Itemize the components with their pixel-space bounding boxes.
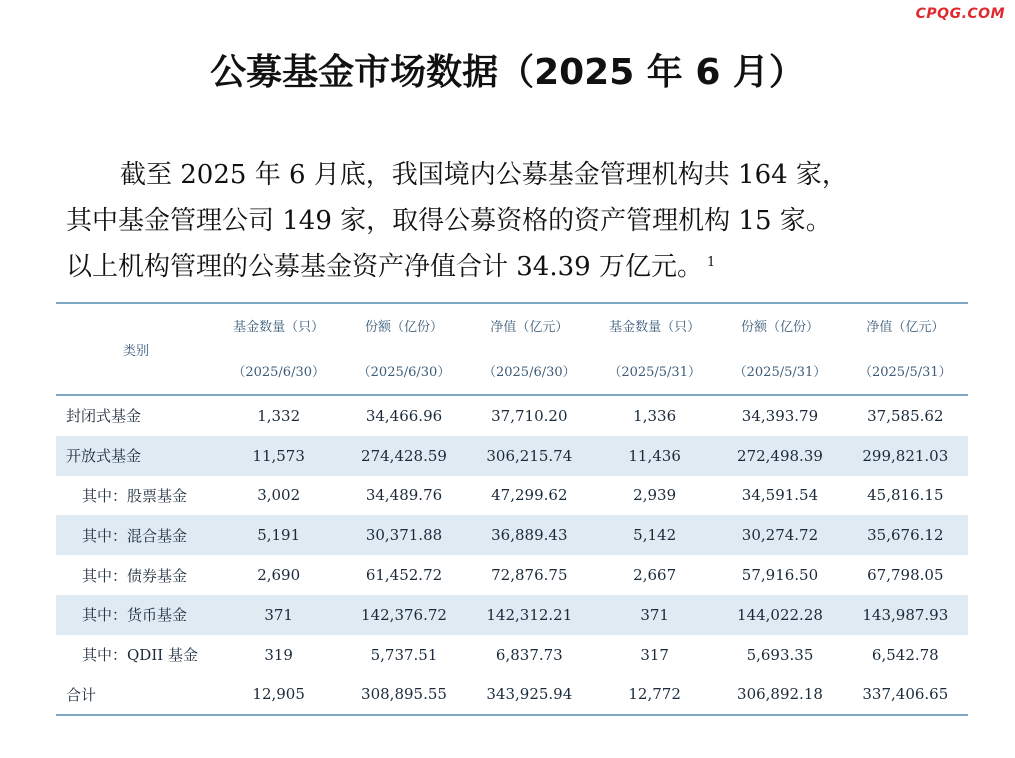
header-date-2: （2025/6/30） — [482, 364, 576, 380]
header-category: 类别 — [122, 343, 149, 359]
header-date-0: （2025/6/30） — [232, 364, 325, 380]
table-cell: 61,452.72 — [365, 566, 443, 585]
site-watermark: CPQG.COM — [915, 6, 1005, 22]
table-cell: 317 — [640, 645, 669, 664]
table-cell: 6,837.73 — [495, 645, 563, 664]
table-row — [56, 595, 968, 635]
table-cell: 319 — [264, 645, 293, 664]
table-cell: 11,573 — [216, 436, 341, 476]
table-cell: 306,892.18 — [737, 685, 823, 704]
table-cell: 72,876.75 — [491, 566, 568, 585]
table-cell: 308,895.55 — [361, 685, 447, 704]
table-row — [56, 436, 968, 476]
row-category: 合计 — [66, 685, 97, 704]
table-cell: 371 — [592, 595, 717, 635]
summary-line-2: 其中基金管理公司 149 家，取得公募资格的资产管理机构 15 家。 — [66, 206, 832, 236]
table-header — [56, 303, 968, 395]
table-cell: 142,312.21 — [467, 595, 592, 635]
table-cell: 6,542.78 — [871, 645, 939, 664]
table-cell: 57,916.50 — [741, 566, 819, 585]
table-cell: 142,376.72 — [341, 595, 466, 635]
summary-line-3 — [66, 244, 966, 290]
footnote-marker: 1 — [706, 255, 716, 270]
row-category: 其中：混合基金 — [56, 515, 216, 555]
table-cell: 1,332 — [257, 406, 301, 425]
row-category: 封闭式基金 — [66, 407, 142, 426]
header-label-5: 净值（亿元） — [866, 319, 945, 335]
table-cell: 2,667 — [633, 566, 677, 585]
table-cell: 47,299.62 — [491, 486, 568, 505]
row-category: 其中：QDII 基金 — [82, 646, 198, 665]
row-category: 其中：货币基金 — [56, 595, 216, 635]
table-cell: 34,489.76 — [365, 486, 443, 505]
row-category: 其中：股票基金 — [82, 486, 188, 505]
table-cell: 1,336 — [633, 406, 677, 425]
table-cell: 343,925.94 — [486, 685, 573, 704]
table-row — [56, 635, 968, 675]
table-cell: 337,406.65 — [862, 685, 949, 704]
table-cell: 5,693.35 — [746, 645, 814, 664]
table-cell: 143,987.93 — [843, 595, 968, 635]
table-cell: 2,939 — [633, 486, 677, 505]
table-cell: 37,710.20 — [491, 406, 568, 425]
header-date-3: （2025/5/31） — [608, 364, 701, 380]
table-cell: 37,585.62 — [867, 406, 944, 425]
summary-line-3-text: 以上机构管理的公募基金资产净值合计 34.39 万亿元。 — [66, 252, 703, 282]
header-date-4: （2025/5/31） — [733, 364, 827, 380]
summary-paragraph — [66, 152, 966, 290]
table-cell: 144,022.28 — [717, 595, 842, 635]
table-cell: 11,436 — [592, 436, 717, 476]
table-cell: 306,215.74 — [467, 436, 592, 476]
table-cell: 371 — [216, 595, 341, 635]
fund-data-table — [56, 302, 968, 716]
table-cell: 3,002 — [257, 486, 301, 505]
table-cell: 34,591.54 — [741, 486, 819, 505]
table-cell: 36,889.43 — [467, 515, 592, 555]
table-cell: 299,821.03 — [843, 436, 968, 476]
header-label-1: 份额（亿份） — [364, 319, 443, 335]
page-title: 公募基金市场数据（2025 年 6 月） — [210, 52, 805, 93]
table-cell: 5,142 — [592, 515, 717, 555]
table-row — [56, 476, 968, 516]
table-cell: 35,676.12 — [843, 515, 968, 555]
header-label-3: 基金数量（只） — [609, 319, 701, 335]
header-date-5: （2025/5/31） — [858, 364, 952, 380]
header-date-1: （2025/6/30） — [357, 364, 451, 380]
table-row — [56, 395, 968, 436]
table-cell: 274,428.59 — [341, 436, 466, 476]
summary-line-1: 截至 2025 年 6 月底，我国境内公募基金管理机构共 164 家， — [120, 160, 848, 190]
table-cell: 2,690 — [257, 566, 301, 585]
table-cell: 30,274.72 — [717, 515, 842, 555]
table-row — [56, 515, 968, 555]
row-category: 开放式基金 — [56, 436, 216, 476]
header-label-0: 基金数量（只） — [233, 319, 325, 335]
table-cell: 5,737.51 — [370, 645, 438, 664]
table-cell: 30,371.88 — [341, 515, 466, 555]
table-cell: 12,772 — [628, 685, 681, 704]
table-row — [56, 555, 968, 595]
table-cell: 34,466.96 — [365, 406, 443, 425]
row-category: 其中：债券基金 — [82, 566, 188, 585]
table-cell: 45,816.15 — [867, 486, 944, 505]
header-label-2: 净值（亿元） — [490, 319, 569, 335]
table-cell: 67,798.05 — [867, 566, 944, 585]
table-cell: 5,191 — [216, 515, 341, 555]
table-row-total — [56, 675, 968, 716]
header-label-4: 份额（亿份） — [740, 319, 819, 335]
table-cell: 34,393.79 — [741, 406, 819, 425]
table-cell: 12,905 — [252, 685, 305, 704]
table-cell: 272,498.39 — [717, 436, 842, 476]
